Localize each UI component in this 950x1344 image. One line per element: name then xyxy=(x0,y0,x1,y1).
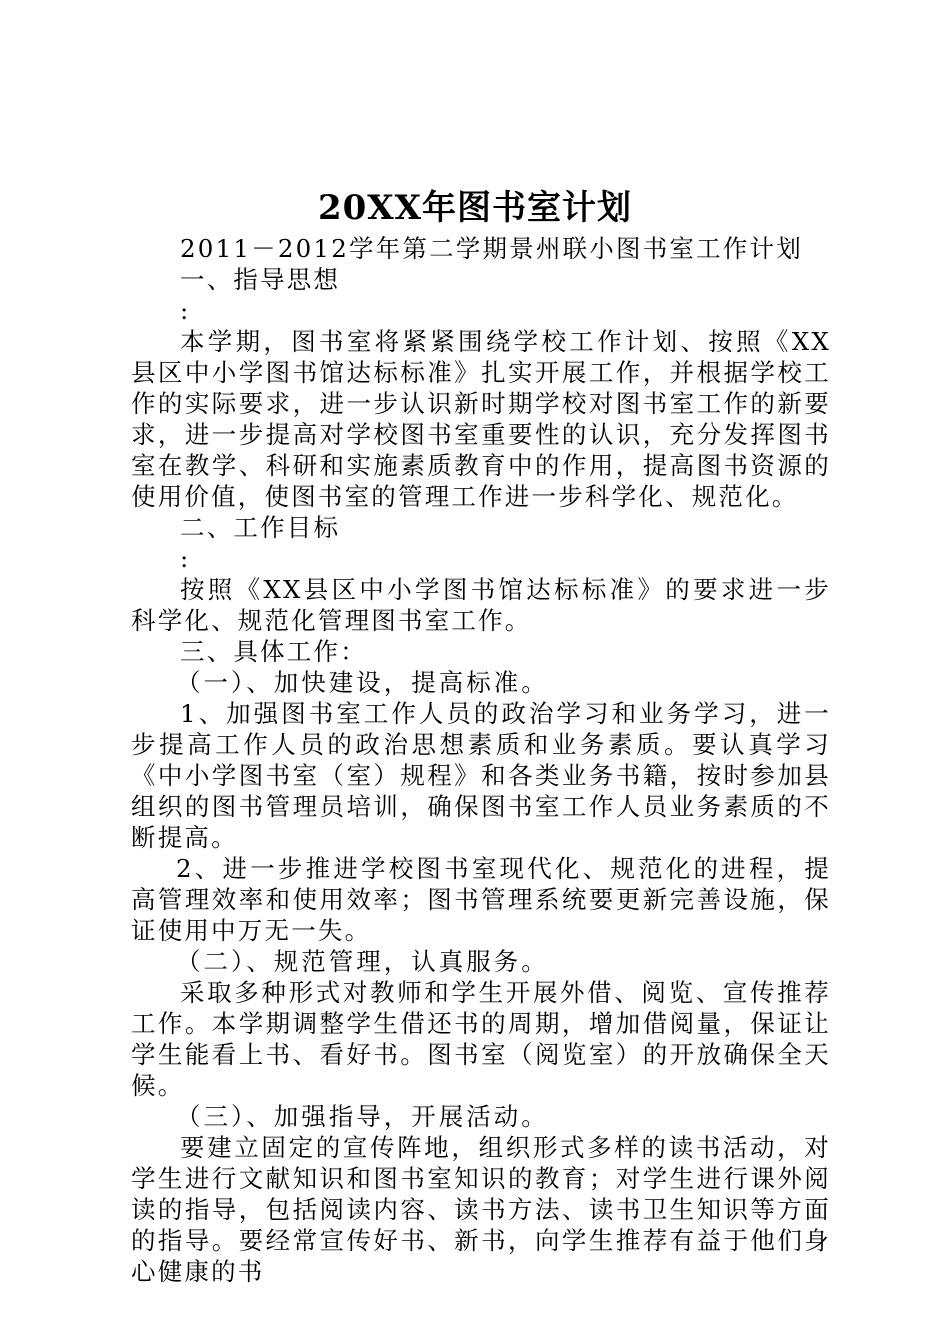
section-heading-specific-work: 三、具体工作： xyxy=(180,637,367,666)
section-heading-work-goals: 二、工作目标 xyxy=(180,513,341,542)
subheading-guidance: （三）、加强指导，开展活动。 xyxy=(176,1102,549,1131)
paragraph-management: 采取多种形式对教师和学生开展外借、阅览、宣传推荐工作。本学期调整学生借还书的周期，增加借阅量，保证让学生能看上书、看好书。图书室（阅览室）的开放确保全天候。 xyxy=(131,978,831,1100)
paragraph-item-2: 2、进一步推进学校图书室现代化、规范化的进程，提高管理效率和使用效率；图书管理系统要更新完善设施，保证使用中万无一失。 xyxy=(131,854,831,945)
heading-colon: : xyxy=(180,296,191,325)
heading-colon: : xyxy=(180,544,191,573)
document-title: 20XX年图书室计划 xyxy=(317,188,633,228)
section-heading-guiding-idea: 一、指导思想 xyxy=(180,265,341,294)
plan-subtitle: 2011－2012学年第二学期景州联小图书室工作计划 xyxy=(180,234,803,263)
paragraph-work-goals: 按照《XX县区中小学图书馆达标标准》的要求进一步科学化、规范化管理图书室工作。 xyxy=(131,575,831,635)
paragraph-guidance: 要建立固定的宣传阵地，组织形式多样的读书活动，对学生进行文献知识和图书室知识的教育；对学生进行课外阅读的指导，包括阅读内容、读书方法、读书卫生知识等方面的指导。要经常宣传好书、新书，向学生推荐有益于他们身心健康的书 xyxy=(131,1133,831,1286)
paragraph-item-1: 1、加强图书室工作人员的政治学习和业务学习，进一步提高工作人员的政治思想素质和业务素质。要认真学习《中小学图书室（室）规程》和各类业务书籍，按时参加县组织的图书管理员培训，确保图书室工作人员业务素质的不断提高。 xyxy=(131,699,831,852)
paragraph-guiding-idea: 本学期，图书室将紧紧围绕学校工作计划、按照《XX县区中小学图书馆达标标准》扎实开展工作，并根据学校工作的实际要求，进一步认识新时期学校对图书室工作的新要求，进一步提高对学校图书室重要性的认识，充分发挥图书室在教学、科研和实施素质教育中的作用，提高图书资源的使用价值，使图书室的管理工作进一步科学化、规范化。 xyxy=(131,327,831,511)
subheading-construction: （一）、加快建设，提高标准。 xyxy=(176,668,549,697)
document-body xyxy=(131,233,831,1287)
subheading-management: （二）、规范管理，认真服务。 xyxy=(176,947,549,976)
